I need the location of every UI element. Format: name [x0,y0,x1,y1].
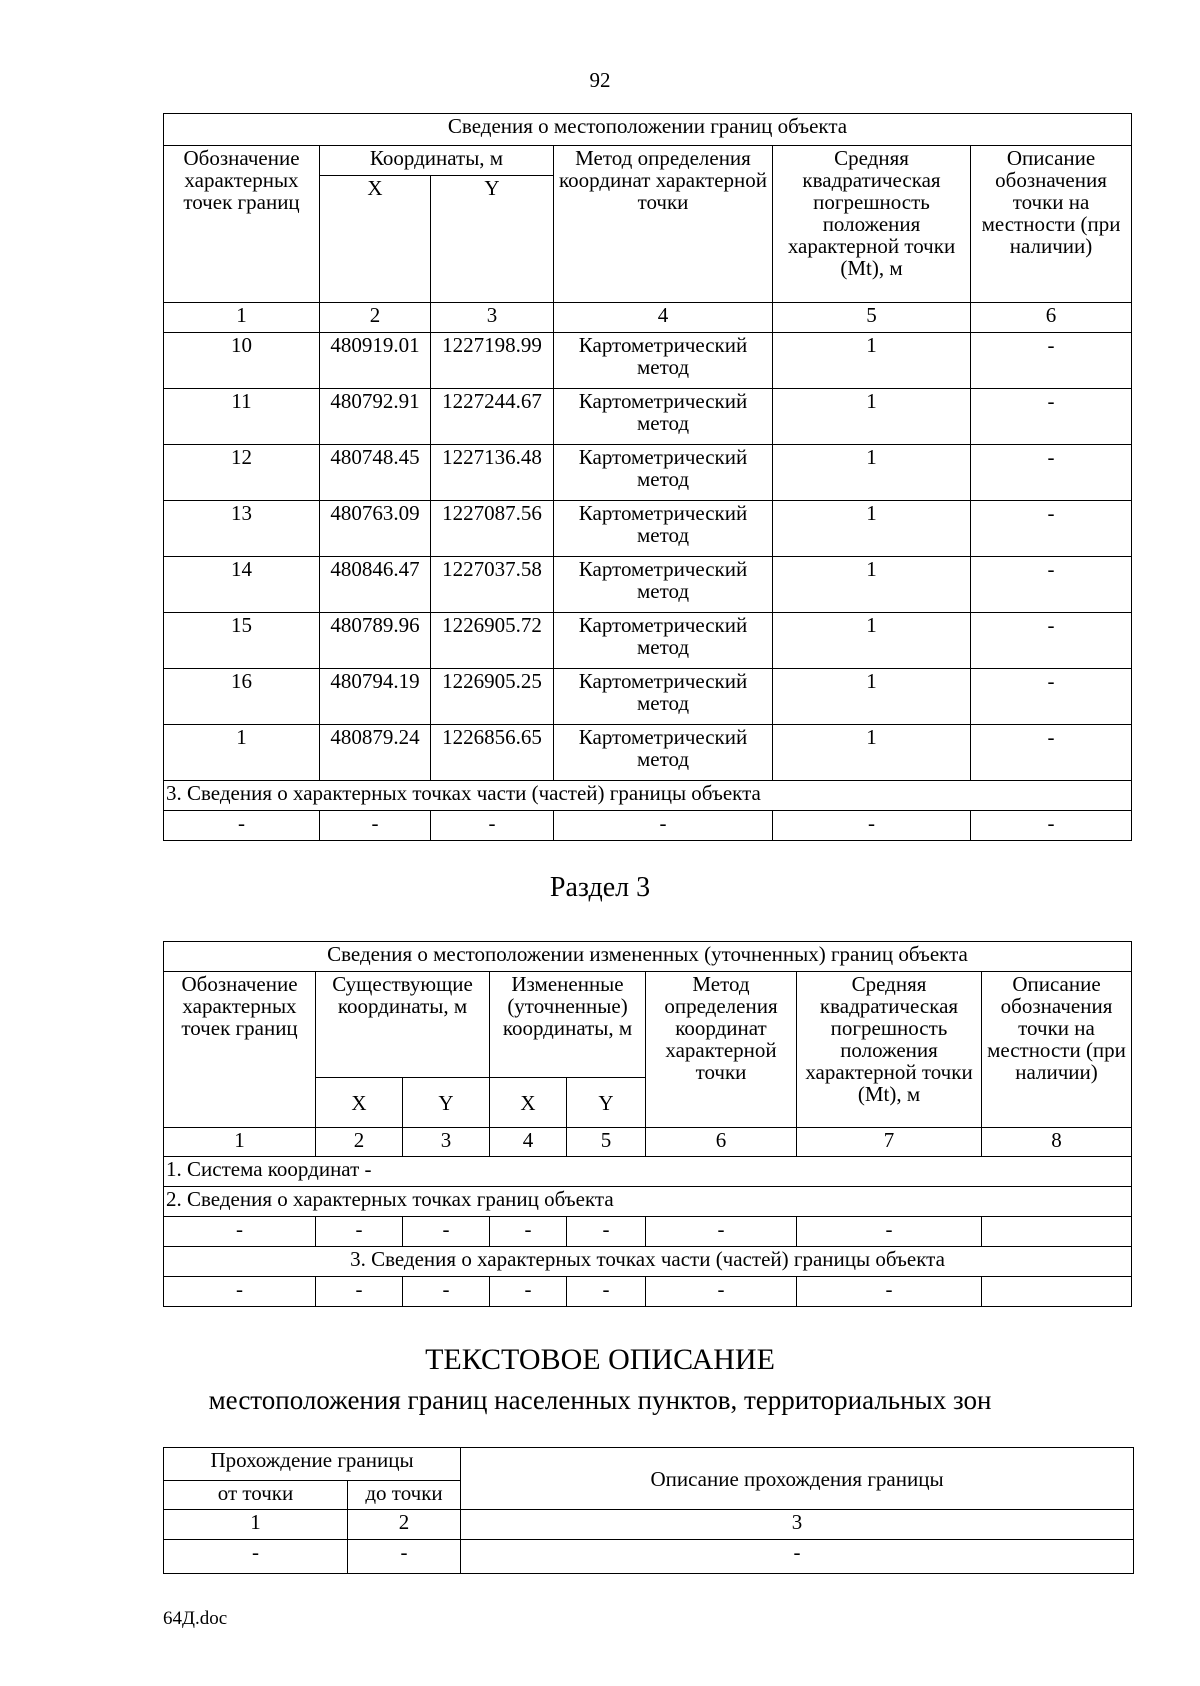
cell: - [971,811,1132,841]
col-num: 6 [971,303,1132,333]
cell-mt: 1 [773,557,971,613]
header-passage: Прохождение границы [164,1448,461,1481]
cell-x: 480879.24 [320,725,431,781]
section-title: Раздел 3 [549,872,651,903]
cell-method: Картометрический метод [554,613,773,669]
cell: - [554,811,773,841]
header-y: Y [567,1078,646,1128]
col-num: 1 [164,1128,316,1157]
table-row [164,501,1132,557]
cell: - [320,811,431,841]
cell-mt: 1 [773,389,971,445]
section2-row: 2. Сведения о характерных точках границ объекта [164,1187,1132,1217]
cell-pt: 14 [164,557,320,613]
table-title: Сведения о местоположении границ объекта [164,114,1132,146]
cell-desc: - [971,669,1132,725]
text-description-subheading: местоположения границ населенных пунктов, территориальных зон [208,1385,992,1415]
cell: - [646,1277,797,1307]
col-num: 1 [164,303,320,333]
header-desc: Описание обозначения точки на местности (при наличии) [971,146,1132,303]
cell-y: 1226856.65 [431,725,554,781]
cell: - [567,1217,646,1247]
cell-x: 480919.01 [320,333,431,389]
cell-y: 1227136.48 [431,445,554,501]
header-method: Метод определения координат характерной точки [554,146,773,303]
cell-x: 480794.19 [320,669,431,725]
col-num: 2 [316,1128,403,1157]
cell: - [403,1277,490,1307]
cell-desc: - [971,445,1132,501]
cell: - [316,1217,403,1247]
col-num: 8 [982,1128,1132,1157]
header-to: до точки [348,1481,461,1510]
cell-method: Картометрический метод [554,445,773,501]
column-numbers [164,303,1132,333]
header-method: Метод определения координат характерной точки [646,972,797,1128]
header-x: X [490,1078,567,1128]
cell: - [164,1217,316,1247]
header-from: от точки [164,1481,348,1510]
cell: - [490,1217,567,1247]
col-num: 4 [490,1128,567,1157]
cell [982,1217,1132,1247]
section3-row: 3. Сведения о характерных точках части (частей) границы объекта [164,781,1132,811]
page-number: 92 [589,68,611,92]
col-num: 6 [646,1128,797,1157]
table-row [164,445,1132,501]
footer-filename: 64Д.doc [163,1608,228,1629]
boundary-description-table [163,1447,1134,1574]
text-description-heading: ТЕКСТОВОЕ ОПИСАНИЕ [425,1343,775,1376]
cell-pt: 12 [164,445,320,501]
header-x: X [320,176,431,303]
cell-desc: - [971,389,1132,445]
header-point: Обозначение характерных точек границ [164,972,316,1128]
cell-mt: 1 [773,501,971,557]
cell-y: 1226905.25 [431,669,554,725]
cell-x: 480846.47 [320,557,431,613]
cell-method: Картометрический метод [554,725,773,781]
header-changed: Измененные (уточненные) координаты, м [490,972,646,1078]
cell: - [316,1277,403,1307]
cell-pt: 13 [164,501,320,557]
header-mt: Средняя квадратическая погрешность положения характерной точки (Mt), м [773,146,971,303]
cell-mt: 1 [773,613,971,669]
cell-pt: 10 [164,333,320,389]
header-y: Y [431,176,554,303]
coordinate-system-row: 1. Система координат - [164,1157,1132,1187]
cell-pt: 11 [164,389,320,445]
cell-x: 480792.91 [320,389,431,445]
dash-row [164,1540,1134,1574]
cell: - [490,1277,567,1307]
table-row [164,613,1132,669]
dash-row [164,1217,1132,1247]
header-existing: Существующие координаты, м [316,972,490,1078]
cell-method: Картометрический метод [554,501,773,557]
header-point: Обозначение характерных точек границ [164,146,320,303]
cell-pt: 16 [164,669,320,725]
table-row [164,333,1132,389]
header-coords: Координаты, м [320,146,554,176]
cell: - [164,1277,316,1307]
cell-mt: 1 [773,333,971,389]
cell-desc: - [971,725,1132,781]
cell: - [164,1540,348,1574]
cell: - [403,1217,490,1247]
cell-desc: - [971,501,1132,557]
col-num: 5 [567,1128,646,1157]
header-desc: Описание обозначения точки на местности (при наличии) [982,972,1132,1128]
header-y: Y [403,1078,490,1128]
cell-method: Картометрический метод [554,557,773,613]
col-num: 3 [461,1510,1134,1540]
cell-method: Картометрический метод [554,669,773,725]
col-num: 2 [320,303,431,333]
table-row [164,557,1132,613]
cell-desc: - [971,557,1132,613]
cell-y: 1227198.99 [431,333,554,389]
col-num: 1 [164,1510,348,1540]
cell: - [567,1277,646,1307]
cell-mt: 1 [773,445,971,501]
table-title: Сведения о местоположении измененных (уточненных) границ объекта [164,942,1132,972]
cell: - [646,1217,797,1247]
header-description: Описание прохождения границы [461,1448,1134,1510]
col-num: 7 [797,1128,982,1157]
cell-x: 480748.45 [320,445,431,501]
cell: - [773,811,971,841]
cell-pt: 15 [164,613,320,669]
col-num: 3 [431,303,554,333]
boundary-table [163,113,1132,841]
column-numbers [164,1128,1132,1157]
col-num: 3 [403,1128,490,1157]
column-numbers [164,1510,1134,1540]
cell: - [461,1540,1134,1574]
cell-method: Картометрический метод [554,333,773,389]
cell-y: 1227037.58 [431,557,554,613]
col-num: 2 [348,1510,461,1540]
table-row [164,669,1132,725]
cell-x: 480789.96 [320,613,431,669]
col-num: 4 [554,303,773,333]
cell: - [797,1217,982,1247]
cell-y: 1227087.56 [431,501,554,557]
header-mt: Средняя квадратическая погрешность положения характерной точки (Mt), м [797,972,982,1128]
section3-row: 3. Сведения о характерных точках части (частей) границы объекта [164,1247,1132,1277]
cell-mt: 1 [773,669,971,725]
cell-method: Картометрический метод [554,389,773,445]
col-num: 5 [773,303,971,333]
cell: - [431,811,554,841]
cell [982,1277,1132,1307]
table-row [164,389,1132,445]
cell-desc: - [971,333,1132,389]
cell-y: 1226905.72 [431,613,554,669]
header-x: X [316,1078,403,1128]
cell: - [348,1540,461,1574]
changed-boundary-table [163,941,1132,1307]
cell-mt: 1 [773,725,971,781]
table-row [164,725,1132,781]
cell-x: 480763.09 [320,501,431,557]
dash-row [164,1277,1132,1307]
cell: - [164,811,320,841]
cell-desc: - [971,613,1132,669]
cell-pt: 1 [164,725,320,781]
cell: - [797,1277,982,1307]
cell-y: 1227244.67 [431,389,554,445]
dash-row [164,811,1132,841]
